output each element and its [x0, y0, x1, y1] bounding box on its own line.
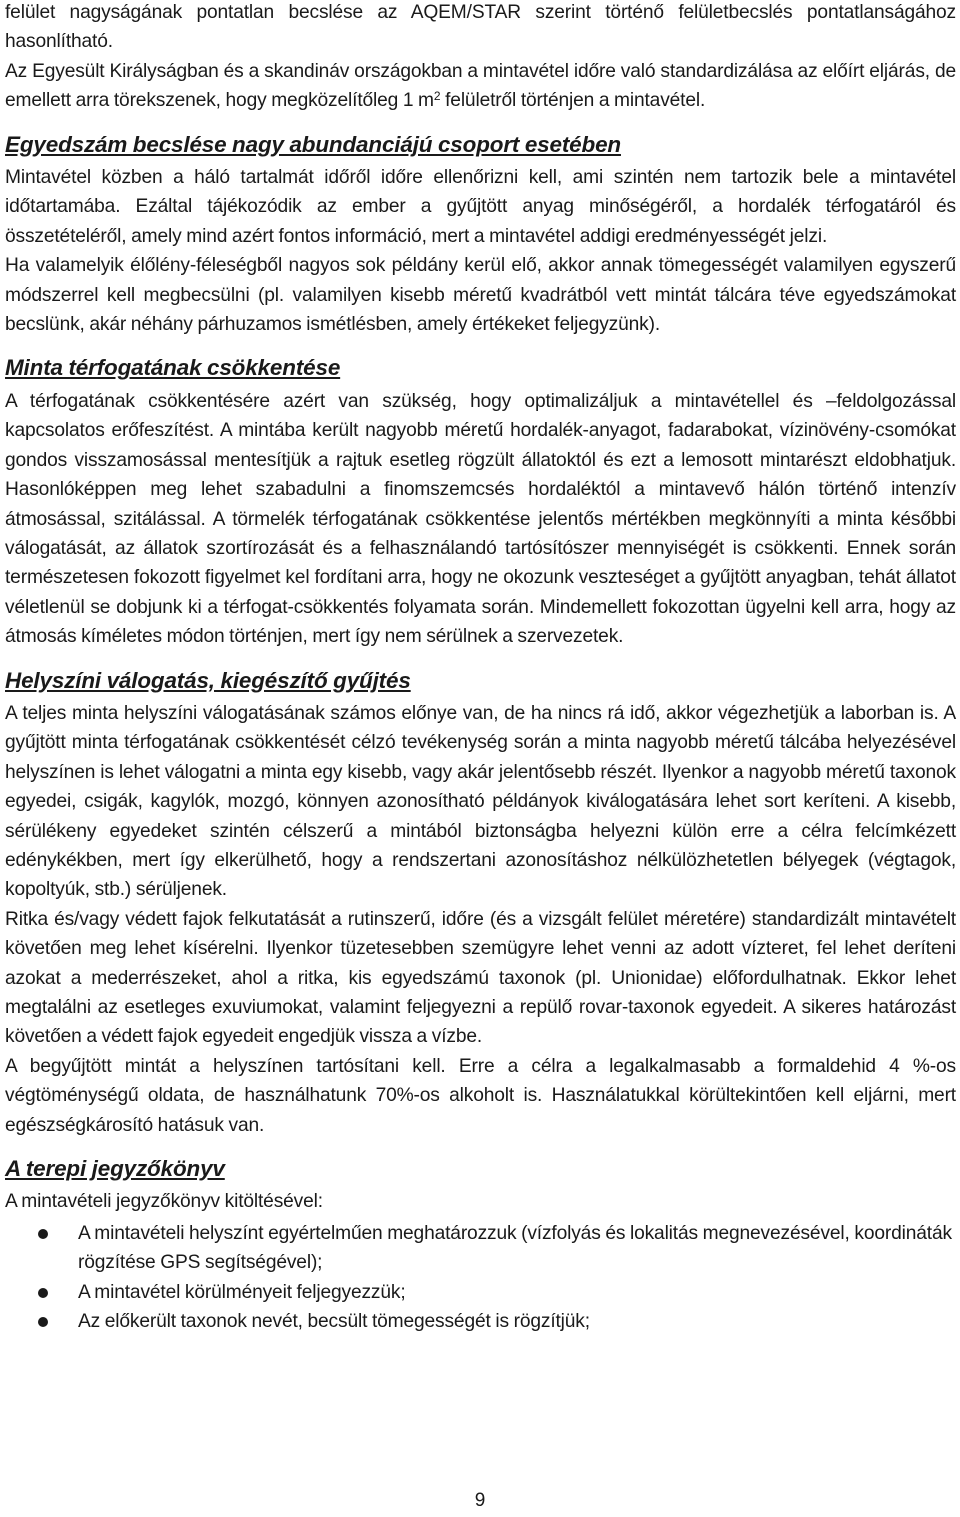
heading-text: Egyedszám becslése nagy abundanciájú csoport esetében: [5, 131, 621, 157]
list-item: [5, 1278, 956, 1307]
bullet-list: [5, 1219, 956, 1337]
paragraph: A teljes minta helyszíni válogatásának számos előnye van, de ha nincs rá idő, akkor végezhetjük a laborban is. A gyűjtött minta térfogatának csökkentését célzó tevékenység során a minta nagyobb méretű tálcába helyezésével helyszínen is lehet válogatni a minta egy kisebb, vagy akár jelentősebb részét. Ilyenkor a nagyobb méretű taxonok egyedei, csigák, kagylók, mozgó, könnyen azonosítható példányok kiválogatására lehet sort keríteni. A kisebb, sérülékeny egyedeket szintén célszerű a mintából biztonságba helyezni külön erre a célra felcímkézett edénykékben, mert így elkerülhető, hogy a rendszertani azonosításhoz nélkülözhetetlen bélyegek (végtagok, kopoltyúk, stb.) sérüljenek.: [5, 702, 956, 901]
section-heading-egyedszam: [5, 130, 956, 159]
section-heading-jegyzokonyv: [5, 1154, 956, 1183]
paragraph: Ritka és/vagy védett fajok felkutatását a rutinszerű, időre (és a vizsgált felület méretére) standardizált mintavételt követően meg lehet kísérelni. Ilyenkor tüzetesebben szemügyre lehet venni az adott vízteret, fel lehet deríteni azokat a mederrészeket, ahol a ritka, kis egyedszámú taxonok (pl. Unionidae) előfordulhatnak. Ekkor lehet megtalálni az esetleges exuviumokat, valamint feljegyezni a repülő rovar-taxonok egyedeit. A sikeres határozást követően a védett fajok egyedeit engedjük vissza a vízbe.: [5, 908, 956, 1048]
list-item-text: Az előkerült taxonok nevét, becsült tömegességét is rögzítjük;: [78, 1311, 590, 1333]
bullet-icon: [38, 1317, 48, 1327]
list-item: [5, 1307, 956, 1336]
heading-text: Helyszíni válogatás, kiegészítő gyűjtés: [5, 667, 411, 693]
bullet-icon: [38, 1229, 48, 1239]
superscript: 2: [433, 89, 441, 104]
paragraph: Ha valamelyik élőlény-féleségből nagyos sok példány kerül elő, akkor annak tömegességét valamilyen egyszerű módszerrel kell megbecsülni (pl. valamilyen kisebb méretű kvadrátból vett mintát tálcára téve egyedszámokat becslünk, akár néhány párhuzamos ismétlésben, amely értékeket feljegyzünk).: [5, 255, 956, 336]
paragraph: A térfogatának csökkentésére azért van szükség, hogy optimalizáljuk a mintavétellel és –feldolgozással kapcsolatos erőfeszítést. A mintába került nagyobb méretű hordalék-anyagot, fadarabokat, vízinövény-csomókat gondos visszamosással mentesítjük a rajtuk esetleg rögzült állatoktól és ezt a lemosott mintarészt eldobhatjuk. Hasonlóképpen meg lehet szabadulni a finomszemcsés hordaléktól a mintavevő hálón történő intenzív átmosással, szitálással. A törmelék térfogatának csökkentése jelentős mértékben megkönnyíti a minta későbbi válogatását, az állatok szortírozását és a felhasználandó tartósítószer mennyiségét is csökkenti. Ennek során természetesen fokozott figyelmet kel fordítani arra, hogy ne okozunk veszteséget a gyűjtött anyagban, tehát állatot véletlenül se dobjunk ki a térfogat-csökkentés folyamata során. Mindemellett fokozottan ügyelni kell arra, hogy az átmosás kíméletes módon történjen, mert így nem sérülnek a szervezetek.: [5, 390, 956, 648]
paragraph-standardization: [5, 57, 956, 116]
page-number: 9: [474, 1490, 486, 1511]
list-item-text: A mintavétel körülményeit feljegyezzük;: [78, 1281, 406, 1303]
paragraph: Mintavétel közben a háló tartalmát időről időre ellenőrizni kell, ami szintén nem tartozik bele a mintavétel időtartamába. Ezáltal tájékozódik az ember a gyűjtött anyag minőségéről, a hordalék térfogatáról és összetételéről, amely mind azért fontos információ, mert a mintavétel addigi eredményességét jelzi.: [5, 167, 956, 247]
paragraph-text: felületről történjen a mintavétel.: [440, 90, 706, 112]
heading-text: A terepi jegyzőkönyv: [5, 1156, 225, 1182]
bullet-icon: [38, 1288, 48, 1298]
section-heading-valogatas: [5, 666, 956, 695]
paragraph: A begyűjtött mintát a helyszínen tartósítani kell. Erre a célra a legalkalmasabb a formaldehid 4 %-os végtöménységű oldata, de használhatunk 70%-os alkoholt is. Használatukkal körültekintően kell eljárni, mert egészségkárosító hatásuk van.: [5, 1055, 956, 1136]
section-heading-terfogat: [5, 353, 956, 382]
paragraph-text: Az Egyesült Királyságban és a skandináv országokban a mintavétel időre való standardizálása az előírt eljárás, de emellett arra törekszenek, hogy megközelítőleg 1 m: [5, 60, 956, 112]
document-page: [5, 0, 956, 1336]
list-item: [5, 1219, 956, 1278]
heading-text: Minta térfogatának csökkentése: [5, 355, 341, 381]
paragraph-intro: A mintavételi jegyzőkönyv kitöltésével:: [5, 1191, 323, 1213]
list-item-text: A mintavételi helyszínt egyértelműen meghatározzuk (vízfolyás és lokalitás megnevezésével, koordináták rögzítése GPS segítségével);: [78, 1222, 952, 1274]
paragraph-continuation: felület nagyságának pontatlan becslése az AQEM/STAR szerint történő felületbecslés pontatlanságához hasonlítható.: [5, 2, 956, 53]
